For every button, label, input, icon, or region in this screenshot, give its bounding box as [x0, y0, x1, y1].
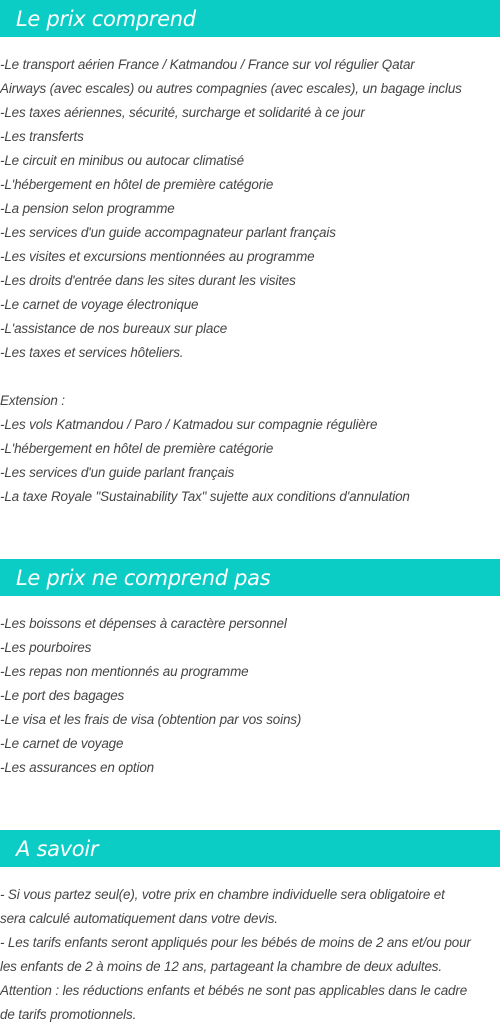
info-line: - Si vous partez seul(e), votre prix en chambre individuelle sera obligatoire et [0, 887, 445, 902]
section-title-excludes: Le prix ne comprend pas [16, 565, 271, 590]
list-item: -Les taxes et services hôteliers. [0, 345, 184, 360]
spacer [0, 365, 498, 389]
section-header-includes [0, 0, 500, 37]
list-item: -Le transport aérien France / Katmandou / France sur vol régulier Qatar [0, 57, 415, 72]
info-line: Attention : les réductions enfants et bébés ne sont pas applicables dans le cadre [0, 983, 468, 998]
list-item: -L'assistance de nos bureaux sur place [0, 321, 228, 336]
info-line: de tarifs promotionnels. [0, 1007, 137, 1022]
list-item: -Les visites et excursions mentionnées au programme [0, 249, 315, 264]
section-title-info: A savoir [16, 836, 99, 861]
extension-label: Extension : [0, 393, 65, 408]
list-item: -Les taxes aériennes, sécurité, surcharge et solidarité à ce jour [0, 105, 365, 120]
list-item: -Le port des bagages [0, 688, 125, 703]
list-item: -La pension selon programme [0, 201, 175, 216]
section-header-excludes [0, 559, 500, 596]
list-item: -Le circuit en minibus ou autocar climatisé [0, 153, 244, 168]
info-text [0, 883, 500, 1027]
list-item: -Les boissons et dépenses à caractère personnel [0, 616, 287, 631]
list-item: -Les assurances en option [0, 760, 154, 775]
list-item: -Les vols Katmandou / Paro / Katmadou sur compagnie régulière [0, 417, 378, 432]
list-item: -Les services d'un guide parlant français [0, 465, 235, 480]
info-line: sera calculé automatiquement dans votre devis. [0, 911, 278, 926]
excludes-list [0, 612, 500, 780]
list-item: -Les droits d'entrée dans les sites durant les visites [0, 273, 296, 288]
info-line: les enfants de 2 à moins de 12 ans, partageant la chambre de deux adultes. [0, 959, 442, 974]
section-title-includes: Le prix comprend [16, 6, 196, 31]
list-item: -Le carnet de voyage [0, 736, 124, 751]
list-item: Airways (avec escales) ou autres compagnies (avec escales), un bagage inclus [0, 81, 462, 96]
list-item: -Les services d'un guide accompagnateur parlant français [0, 225, 336, 240]
list-item: -Le visa et les frais de visa (obtention par vos soins) [0, 712, 302, 727]
list-item: -Le carnet de voyage électronique [0, 297, 199, 312]
info-line: - Les tarifs enfants seront appliqués pour les bébés de moins de 2 ans et/ou pour [0, 935, 471, 950]
list-item: -L'hébergement en hôtel de première catégorie [0, 441, 274, 456]
includes-list [0, 53, 500, 509]
section-header-info [0, 830, 500, 867]
list-item: -La taxe Royale "Sustainability Tax" sujette aux conditions d'annulation [0, 489, 410, 504]
list-item: -Les pourboires [0, 640, 92, 655]
list-item: -L'hébergement en hôtel de première catégorie [0, 177, 274, 192]
list-item: -Les repas non mentionnés au programme [0, 664, 249, 679]
list-item: -Les transferts [0, 129, 84, 144]
